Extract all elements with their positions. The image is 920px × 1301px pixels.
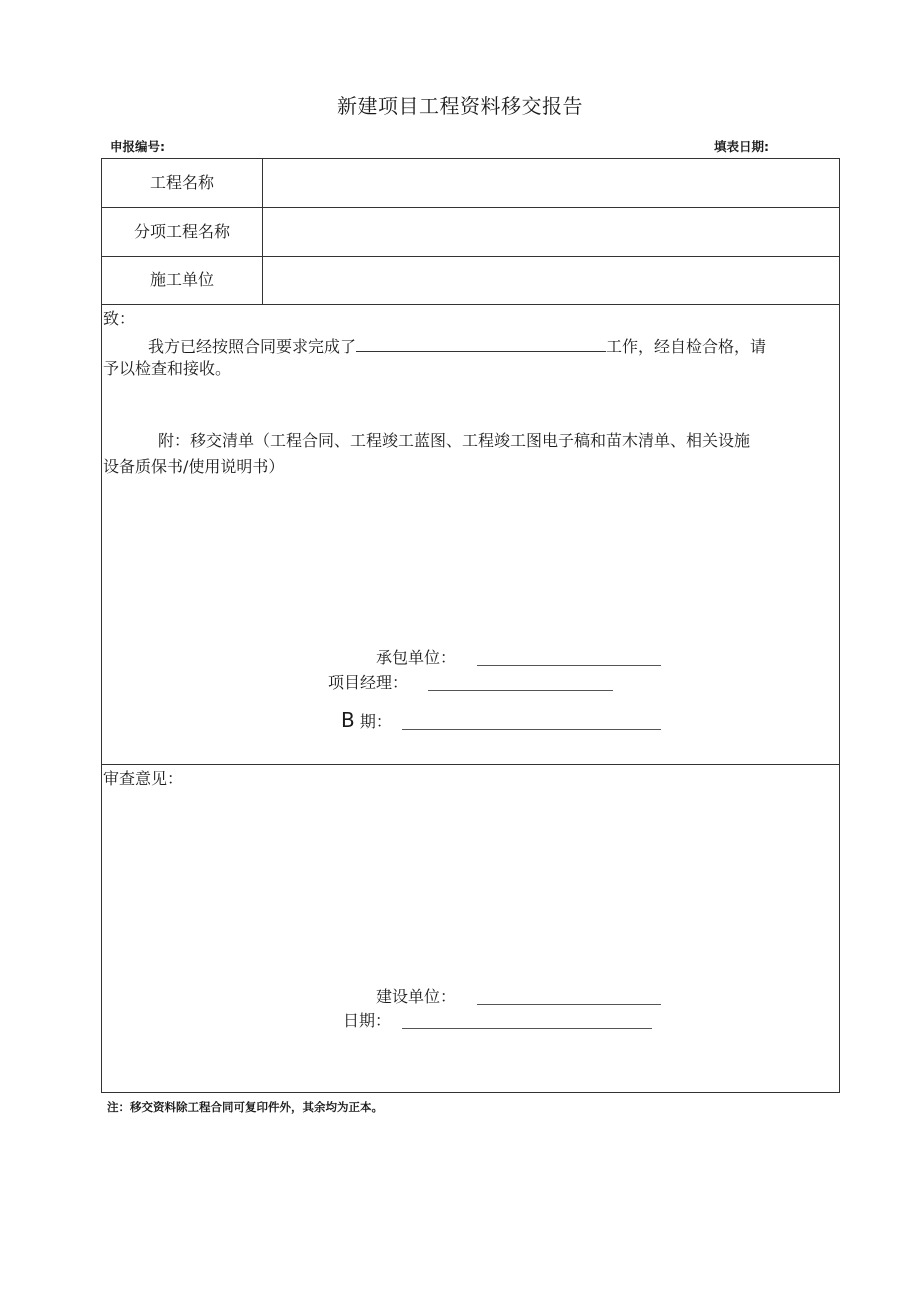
construction-unit-label: 施工单位 [149,270,214,289]
document-title: 新建项目工程资料移交报告 [337,94,583,118]
attachment-list-line-1: 附：移交清单（工程合同、工程竣工蓝图、工程竣工图电子稿和苗木清单、相关设施 [158,431,751,450]
project-manager-label: 项目经理： [328,673,409,692]
statement-continuation: 予以检查和接收。 [103,359,232,378]
salutation: 致： [103,309,136,328]
review-date-line[interactable] [402,1028,652,1029]
project-manager-line[interactable] [428,690,613,691]
contractor-date-label [341,710,392,732]
date-prefix-glyph: B [341,708,355,732]
contractor-date-line[interactable] [402,729,661,730]
project-name-label: 工程名称 [149,173,214,192]
review-opinion-label: 审查意见： [103,769,184,788]
attachment-list-line-2: 设备质保书/使用说明书） [103,457,285,476]
sub-project-name-label: 分项工程名称 [133,222,230,241]
contractor-unit-line[interactable] [477,665,661,666]
completion-statement [148,335,766,357]
work-description-blank[interactable] [356,335,606,352]
owner-unit-label: 建设单位： [376,987,457,1006]
review-date-label: 日期： [343,1011,392,1030]
contractor-unit-label: 承包单位： [376,648,457,667]
sub-project-name-field[interactable] [263,208,839,255]
footnote: 注：移交资料除工程合同可复印件外，其余均为正本。 [107,1100,383,1114]
report-number-label: 申报编号: [110,139,165,154]
fill-date-label: 填表日期: [714,139,769,154]
date-suffix: 期： [354,712,392,731]
owner-unit-line[interactable] [477,1004,661,1005]
construction-unit-field[interactable] [263,257,839,303]
review-opinion-area[interactable] [102,795,839,970]
statement-part-1: 我方已经按照合同要求完成了 [148,337,357,356]
project-name-field[interactable] [263,159,839,206]
row-divider [101,304,840,305]
row-divider [101,764,840,765]
statement-part-2: 工作，经自检合格，请 [606,337,767,356]
